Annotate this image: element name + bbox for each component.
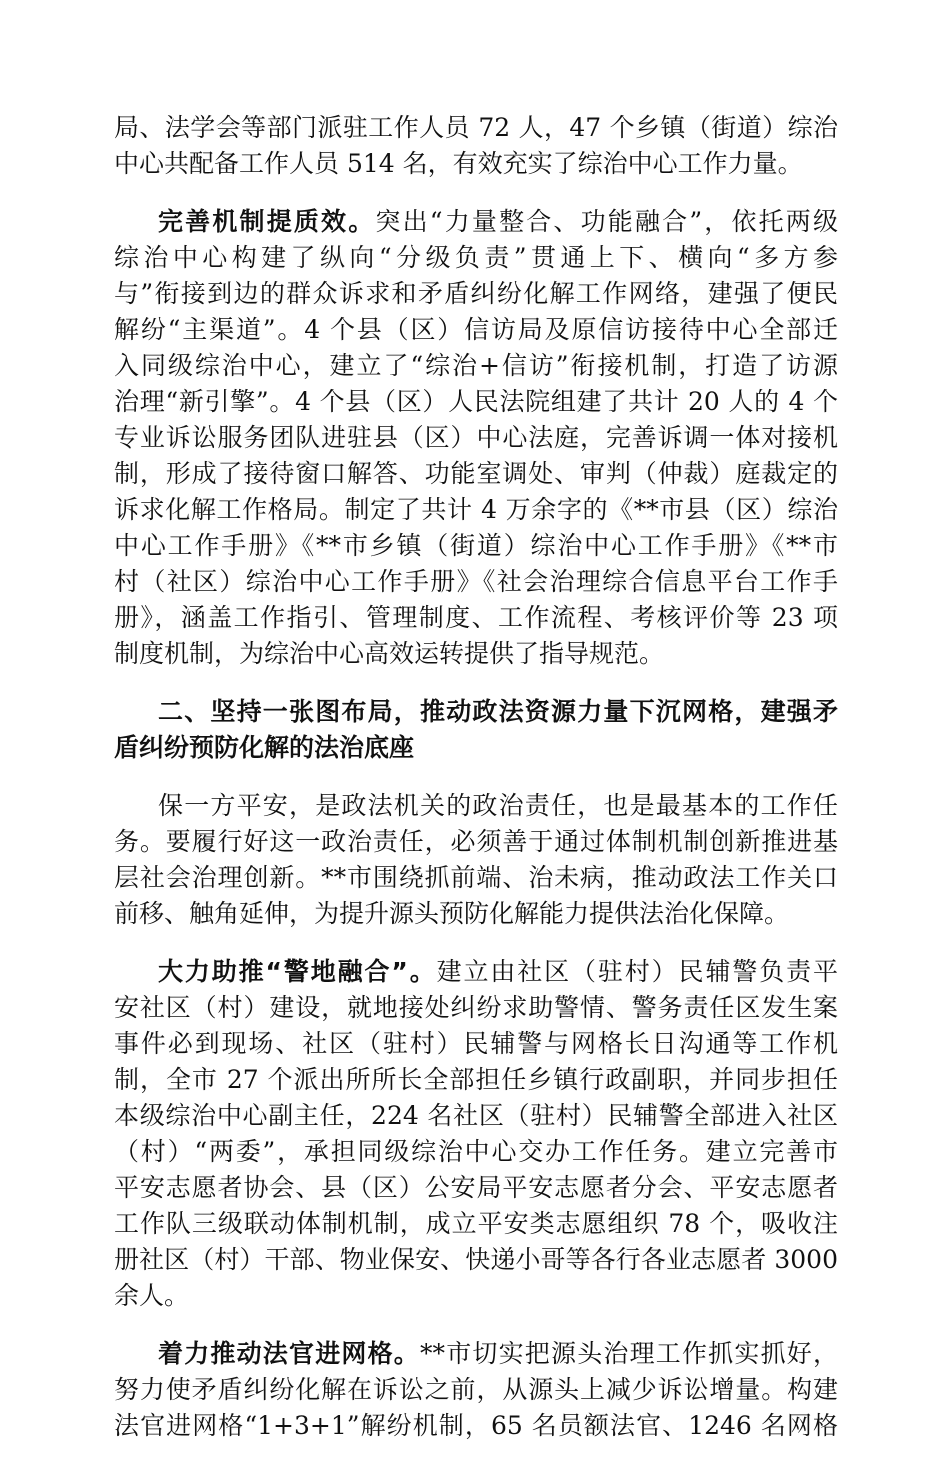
text-line: 制，全市 27 个派出所所长全部担任乡镇行政副职，并同步担任 bbox=[114, 1065, 838, 1094]
text-line bbox=[114, 204, 838, 240]
text-line: 局、法学会等部门派驻工作人员 72 人，47 个乡镇（街道）综治 bbox=[114, 113, 838, 142]
paragraph-mechanism bbox=[114, 204, 838, 672]
text-line: 事件必到现场、社区（驻村）民辅警与网格长日沟通等工作机 bbox=[114, 1029, 838, 1058]
text-line: 平安志愿者协会、县（区）公安局平安志愿者分会、平安志愿者 bbox=[114, 1173, 838, 1202]
paragraph-staffing bbox=[114, 110, 838, 182]
text-line: 中心工作手册》《**市乡镇（街道）综治中心工作手册》《**市 bbox=[114, 531, 838, 560]
text-fragment: **市切实把源头治理工作抓实抓好， bbox=[420, 1339, 838, 1368]
text-line: 制度机制，为综治中心高效运转提供了指导规范。 bbox=[114, 639, 665, 668]
text-line: 务。要履行好这一政治责任，必须善于通过体制机制创新推进基 bbox=[114, 827, 838, 856]
text-line: 治理“新引擎”。4 个县（区）人民法院组建了共计 20 人的 4 个 bbox=[114, 387, 838, 416]
text-line: 册》，涵盖工作指引、管理制度、工作流程、考核评价等 23 项 bbox=[114, 603, 838, 632]
text-line: 村（社区）综治中心工作手册》《社会治理综合信息平台工作手 bbox=[114, 567, 838, 596]
paragraph-safety bbox=[114, 788, 838, 932]
text-fragment: 突出“力量整合、功能融合”，依托两级 bbox=[375, 207, 838, 236]
text-line: 解纷“主渠道”。4 个县（区）信访局及原信访接待中心全部迁 bbox=[114, 315, 838, 344]
text-line: （村）“两委”，承担同级综治中心交办工作任务。建立完善市 bbox=[114, 1137, 838, 1166]
text-line bbox=[114, 1336, 838, 1372]
section-heading bbox=[114, 694, 838, 766]
paragraph-lead-heading: 着力推动法官进网格。 bbox=[158, 1339, 420, 1368]
text-line: 余人。 bbox=[114, 1281, 190, 1310]
text-line: 工作队三级联动体制机制，成立平安类志愿组织 78 个，吸收注 bbox=[114, 1209, 838, 1238]
text-line: 与”衔接到边的群众诉求和矛盾纠纷化解工作网络，建强了便民 bbox=[114, 279, 838, 308]
text-line: 本级综治中心副主任，224 名社区（驻村）民辅警全部进入社区 bbox=[114, 1101, 838, 1130]
text-fragment: 建立由社区（驻村）民辅警负责平 bbox=[436, 957, 838, 986]
paragraph-police-integration bbox=[114, 954, 838, 1314]
text-line bbox=[114, 954, 838, 990]
text-line: 专业诉讼服务团队进驻县（区）中心法庭，完善诉调一体对接机 bbox=[114, 423, 838, 452]
text-line: 中心共配备工作人员 514 名，有效充实了综治中心工作力量。 bbox=[114, 149, 803, 178]
text-line: 层社会治理创新。**市围绕抓前端、治未病，推动政法工作关口 bbox=[114, 863, 838, 892]
text-line: 综治中心构建了纵向“分级负责”贯通上下、横向“多方参 bbox=[114, 243, 838, 272]
paragraph-lead-heading: 大力助推“警地融合”。 bbox=[158, 957, 437, 986]
text-line: 入同级综治中心，建立了“综治+信访”衔接机制，打造了访源 bbox=[114, 351, 838, 380]
heading-line: 盾纠纷预防化解的法治底座 bbox=[114, 733, 415, 762]
text-line: 册社区（村）干部、物业保安、快递小哥等各行各业志愿者 3000 bbox=[114, 1245, 838, 1274]
paragraph-lead-heading: 完善机制提质效。 bbox=[158, 207, 376, 236]
text-line: 安社区（村）建设，就地接处纠纷求助警情、警务责任区发生案 bbox=[114, 993, 838, 1022]
text-line: 保一方平安，是政法机关的政治责任，也是最基本的工作任 bbox=[158, 791, 838, 820]
paragraph-judges-grid bbox=[114, 1336, 838, 1444]
text-line: 诉求化解工作格局。制定了共计 4 万余字的《**市县（区）综治 bbox=[114, 495, 838, 524]
text-line: 努力使矛盾纠纷化解在诉讼之前，从源头上减少诉讼增量。构建 bbox=[114, 1375, 838, 1404]
text-line: 前移、触角延伸，为提升源头预防化解能力提供法治化保障。 bbox=[114, 899, 790, 928]
text-line: 法官进网格“1+3+1”解纷机制，65 名员额法官、1246 名网格 bbox=[114, 1411, 838, 1440]
text-line: 制，形成了接待窗口解答、功能室调处、审判（仲裁）庭裁定的 bbox=[114, 459, 838, 488]
document-body bbox=[114, 110, 838, 1466]
heading-line: 二、坚持一张图布局，推动政法资源力量下沉网格，建强矛 bbox=[158, 697, 838, 726]
